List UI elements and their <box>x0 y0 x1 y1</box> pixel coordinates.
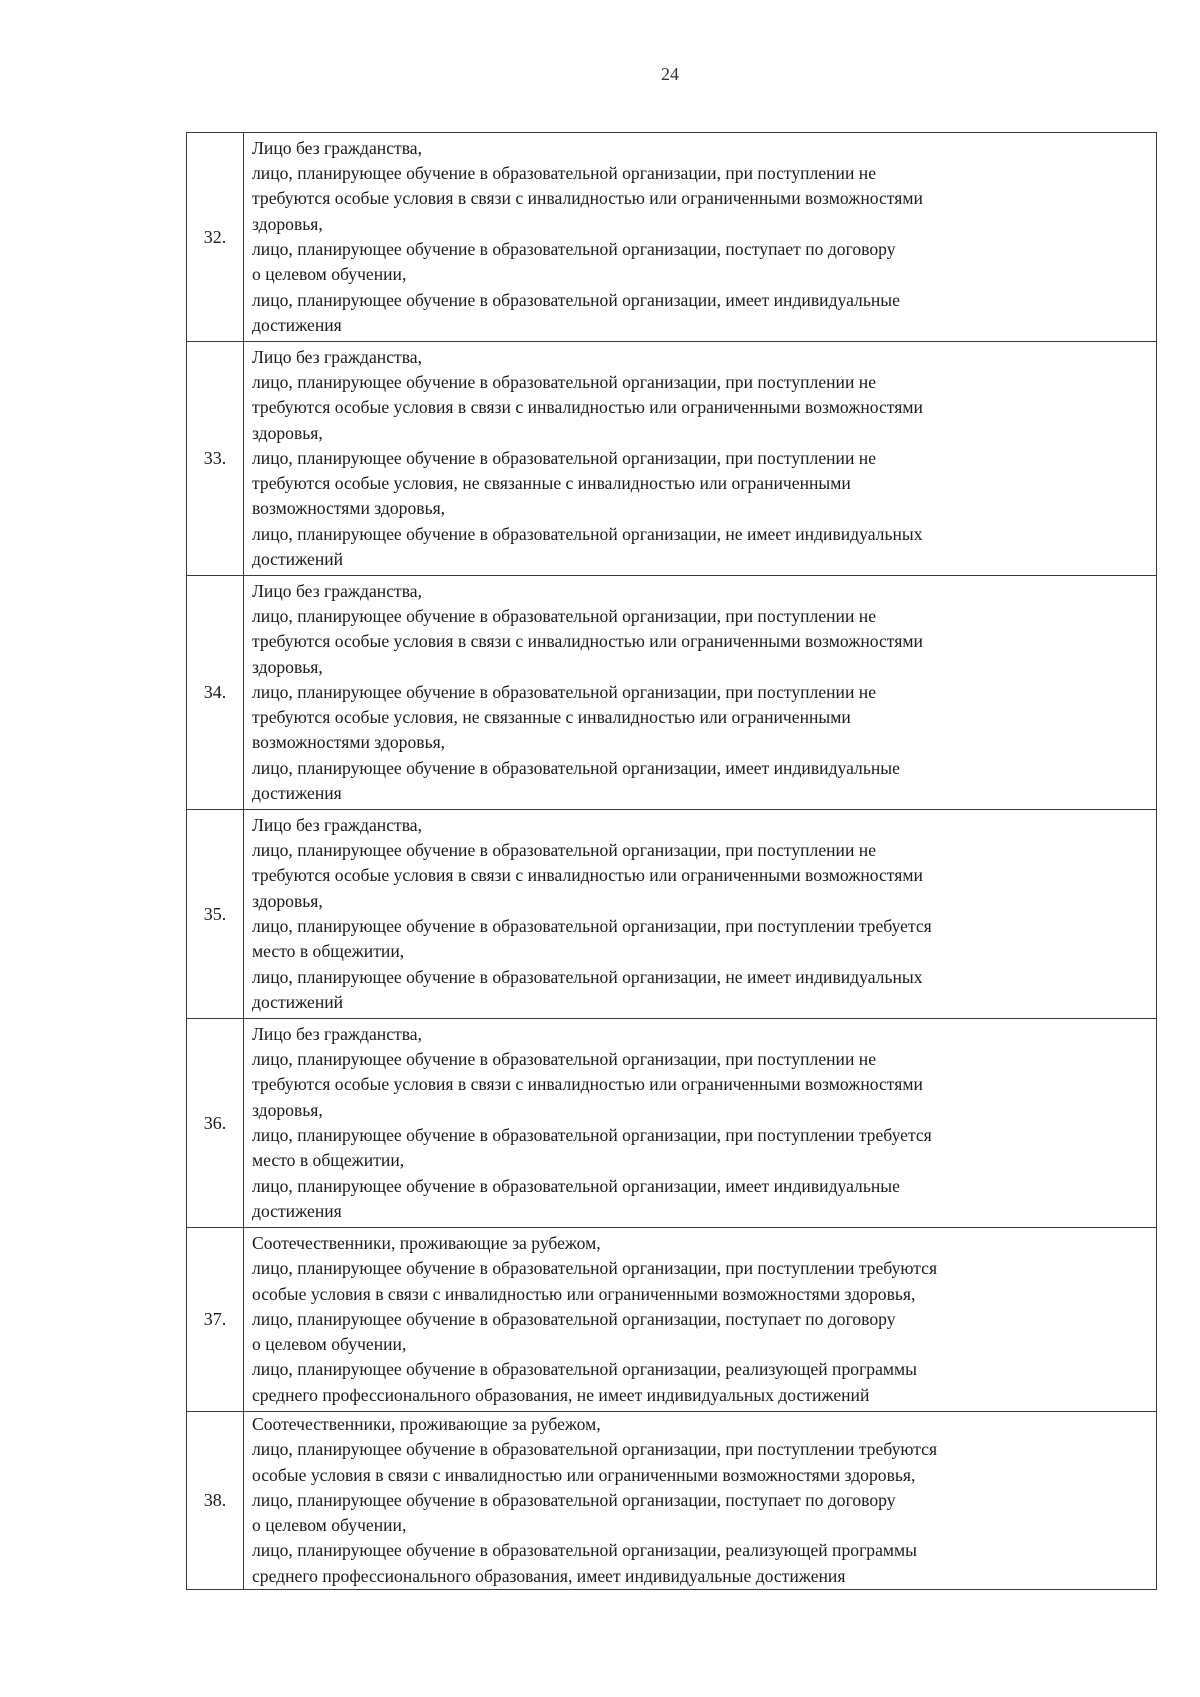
table-row <box>187 342 1157 576</box>
description-line: лицо, планирующее обучение в образовательной организации, не имеет индивидуальных <box>252 523 923 544</box>
description-line: лицо, планирующее обучение в образовательной организации, при поступлении требуются <box>252 1258 938 1279</box>
description-line: лицо, планирующее обучение в образовательной организации, при поступлении не <box>252 605 877 626</box>
description-line: возможностями здоровья, <box>252 498 446 519</box>
description-line: достижения <box>252 783 342 804</box>
row-number: 34. <box>187 576 244 810</box>
description-line: лицо, планирующее обучение в образовательной организации, при поступлении не <box>252 371 877 392</box>
description-line: требуются особые условия в связи с инвалидностью или ограниченными возможностями <box>252 188 923 209</box>
table-row <box>187 1019 1157 1228</box>
description-line: лицо, планирующее обучение в образовательной организации, поступает по договору <box>252 1308 896 1329</box>
description-line: лицо, планирующее обучение в образовательной организации, при поступлении не <box>252 840 877 861</box>
description-line: здоровья, <box>252 656 323 677</box>
row-number: 35. <box>187 810 244 1019</box>
row-number: 36. <box>187 1019 244 1228</box>
description-line: лицо, планирующее обучение в образовательной организации, не имеет индивидуальных <box>252 966 923 987</box>
description-line: место в общежитии, <box>252 1150 405 1171</box>
description-line: достижения <box>252 1200 342 1221</box>
description-line: требуются особые условия, не связанные с инвалидностью или ограниченными <box>252 473 851 494</box>
description-line: Лицо без гражданства, <box>252 346 422 367</box>
description-line: требуются особые условия, не связанные с инвалидностью или ограниченными <box>252 707 851 728</box>
description-line: о целевом обучении, <box>252 264 407 285</box>
row-description <box>244 342 1157 576</box>
description-line: возможностями здоровья, <box>252 732 446 753</box>
description-line: здоровья, <box>252 890 323 911</box>
description-line: лицо, планирующее обучение в образовательной организации, при поступлении требуется <box>252 916 932 936</box>
description-line: достижений <box>252 991 344 1012</box>
category-table <box>186 132 1157 1590</box>
description-line: особые условия в связи с инвалидностью или ограниченными возможностями здоровья, <box>252 1283 916 1304</box>
table-row <box>187 810 1157 1019</box>
description-line: лицо, планирующее обучение в образовательной организации, имеет индивидуальные <box>252 289 900 310</box>
description-line: требуются особые условия в связи с инвалидностью или ограниченными возможностями <box>252 865 923 886</box>
table-body <box>187 133 1157 1590</box>
description-line: Лицо без гражданства, <box>252 814 422 835</box>
description-line: лицо, планирующее обучение в образовательной организации, имеет индивидуальные <box>252 1175 900 1196</box>
description-line: место в общежитии, <box>252 941 405 962</box>
description-line: Лицо без гражданства, <box>252 580 422 601</box>
description-line: лицо, планирующее обучение в образовательной организации, поступает по договору <box>252 239 896 259</box>
description-line: здоровья, <box>252 1099 323 1120</box>
description-line: среднего профессионального образования, не имеет индивидуальных достижений <box>252 1384 870 1405</box>
description-line: о целевом обучении, <box>252 1334 407 1355</box>
description-line: лицо, планирующее обучение в образовательной организации, имеет индивидуальные <box>252 757 900 778</box>
table-row <box>187 576 1157 810</box>
description-line: Соотечественники, проживающие за рубежом, <box>252 1414 601 1434</box>
description-line: лицо, планирующее обучение в образовательной организации, реализующей программы <box>252 1359 917 1380</box>
table-row <box>187 1412 1157 1590</box>
row-description <box>244 1019 1157 1228</box>
description-line: лицо, планирующее обучение в образовательной организации, при поступлении не <box>252 1049 877 1070</box>
description-line: здоровья, <box>252 422 323 443</box>
description-line: требуются особые условия в связи с инвалидностью или ограниченными возможностями <box>252 1074 923 1095</box>
description-line: Соотечественники, проживающие за рубежом, <box>252 1232 601 1253</box>
description-line: лицо, планирующее обучение в образовательной организации, при поступлении требуются <box>252 1439 938 1460</box>
description-line: достижения <box>252 314 342 335</box>
table-row <box>187 1228 1157 1412</box>
row-description <box>244 810 1157 1019</box>
row-description <box>244 1412 1157 1590</box>
description-line: Лицо без гражданства, <box>252 1023 422 1044</box>
row-number: 38. <box>187 1412 244 1590</box>
description-line: достижений <box>252 549 344 570</box>
row-description <box>244 1228 1157 1412</box>
description-line: лицо, планирующее обучение в образовательной организации, реализующей программы <box>252 1540 917 1561</box>
description-line: среднего профессионального образования, имеет индивидуальные достижения <box>252 1565 846 1586</box>
description-line: о целевом обучении, <box>252 1515 407 1536</box>
description-line: лицо, планирующее обучение в образовательной организации, поступает по договору <box>252 1489 896 1510</box>
row-description <box>244 576 1157 810</box>
description-line: лицо, планирующее обучение в образовательной организации, при поступлении не <box>252 681 877 702</box>
row-description <box>244 133 1157 342</box>
description-line: лицо, планирующее обучение в образовательной организации, при поступлении требуется <box>252 1125 932 1145</box>
description-line: Лицо без гражданства, <box>252 137 422 158</box>
row-number: 33. <box>187 342 244 576</box>
page-number: 24 <box>661 64 679 84</box>
table-row <box>187 133 1157 342</box>
description-line: особые условия в связи с инвалидностью или ограниченными возможностями здоровья, <box>252 1464 916 1485</box>
description-line: лицо, планирующее обучение в образовательной организации, при поступлении не <box>252 163 877 184</box>
row-number: 32. <box>187 133 244 342</box>
description-line: требуются особые условия в связи с инвалидностью или ограниченными возможностями <box>252 397 923 418</box>
description-line: требуются особые условия в связи с инвалидностью или ограниченными возможностями <box>252 631 923 652</box>
row-number: 37. <box>187 1228 244 1412</box>
description-line: здоровья, <box>252 213 323 234</box>
description-line: лицо, планирующее обучение в образовательной организации, при поступлении не <box>252 447 877 468</box>
